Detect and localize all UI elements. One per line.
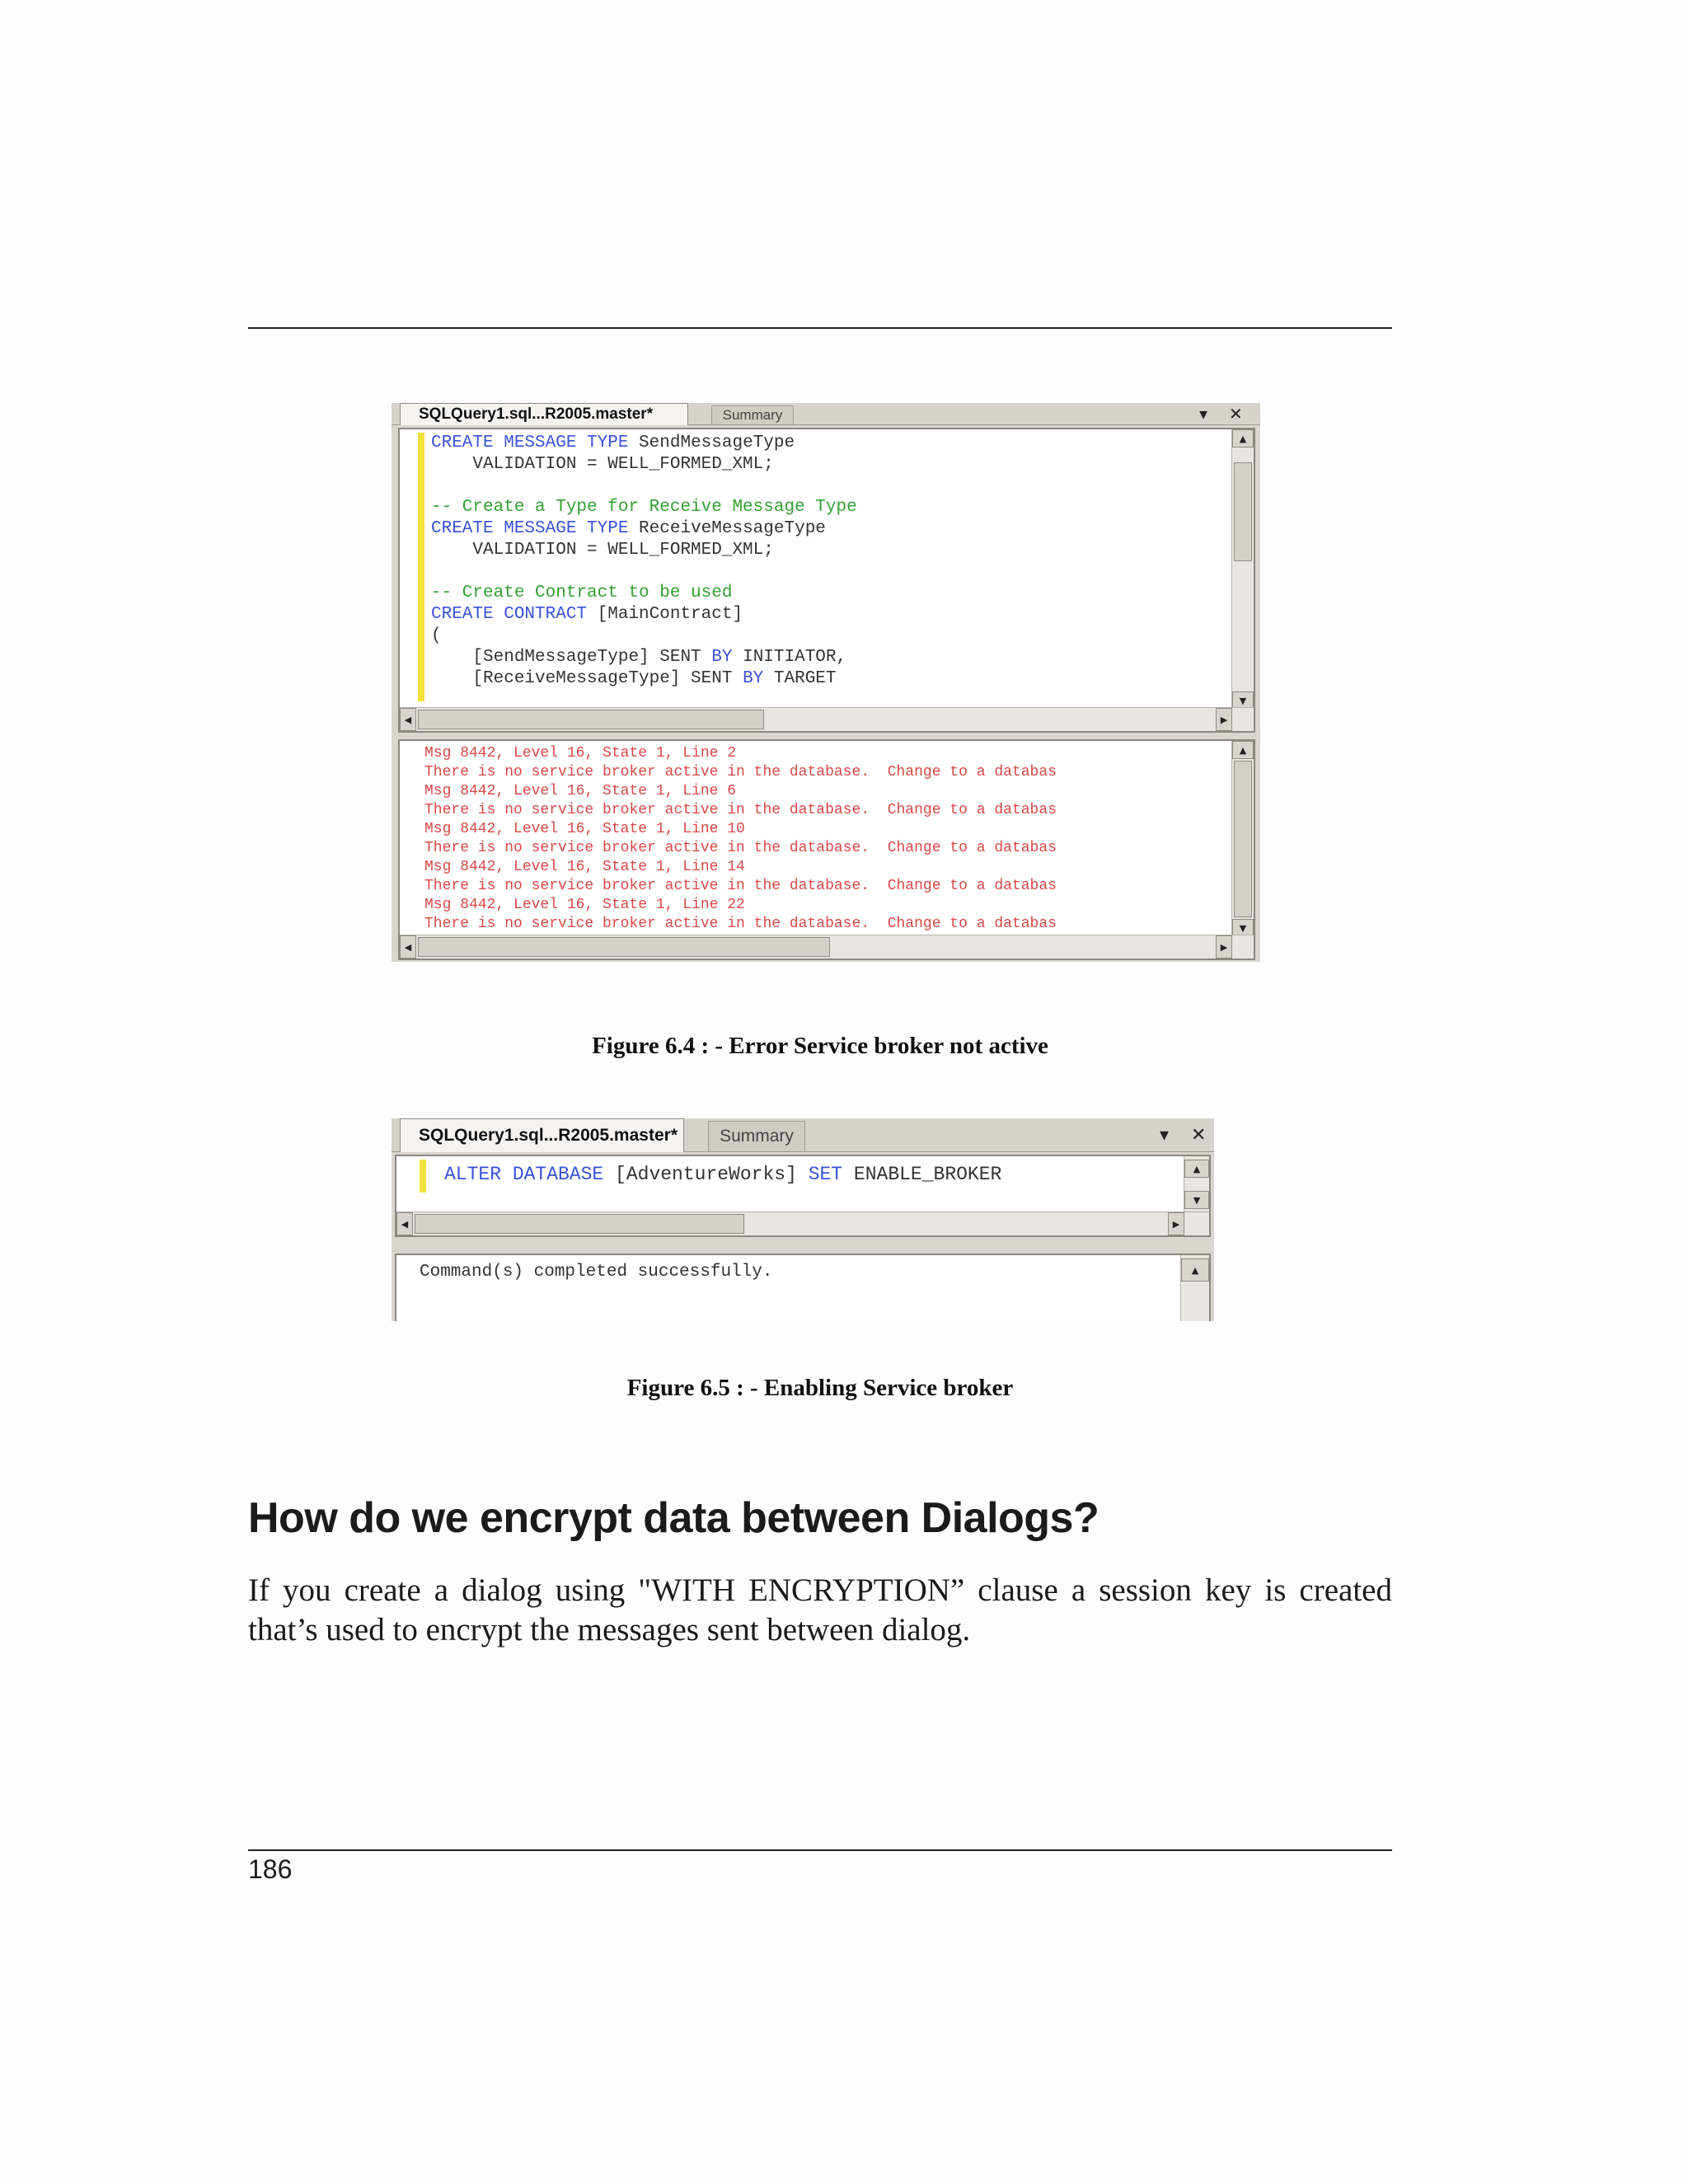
scroll-down-arrow-icon[interactable]: ▼ [1184, 1191, 1209, 1209]
scroll-up-arrow-icon[interactable]: ▲ [1232, 429, 1254, 448]
code-line [431, 583, 857, 604]
sql-text: [SendMessageType] SENT [431, 648, 712, 667]
code-line [431, 454, 857, 476]
figure-6-4-caption: Figure 6.4 : - Error Service broker not active [592, 1033, 1048, 1059]
sql-keyword: CREATE MESSAGE TYPE [431, 434, 629, 452]
error-message-line: Msg 8442, Level 16, State 1, Line 10 [424, 821, 745, 837]
sql-keyword: CREATE MESSAGE TYPE [431, 519, 629, 538]
sql-text: [MainContract] [587, 605, 743, 624]
scroll-down-arrow-icon[interactable]: ▼ [1232, 691, 1254, 710]
tab-summary[interactable]: Summary [708, 1121, 805, 1151]
close-icon[interactable]: ✕ [1229, 404, 1243, 424]
sql-keyword: BY [711, 648, 733, 667]
code-line [444, 1163, 1001, 1186]
scroll-up-arrow-icon[interactable]: ▲ [1184, 1160, 1209, 1178]
tab-summary[interactable]: Summary [711, 405, 794, 424]
sql-text: VALIDATION = WELL_FORMED_XML; [431, 541, 774, 560]
scroll-thumb[interactable] [415, 1214, 744, 1234]
sql-code[interactable] [444, 1163, 1001, 1186]
sql-keyword: ALTER DATABASE [444, 1164, 604, 1185]
close-icon[interactable]: ✕ [1191, 1124, 1207, 1146]
error-messages [424, 744, 1057, 934]
query-window-figure-6-4 [392, 403, 1260, 962]
scroll-thumb[interactable] [418, 937, 830, 957]
change-marker-bar [420, 1160, 426, 1193]
scroll-thumb[interactable] [1234, 462, 1252, 561]
pin-dropdown-icon[interactable]: ▾ [1199, 404, 1208, 424]
scroll-left-arrow-icon[interactable]: ◀ [400, 708, 416, 731]
error-message-line: Msg 8442, Level 16, State 1, Line 14 [424, 859, 745, 875]
body-paragraph: If you create a dialog using "WITH ENCRYPTION” clause a session key is created that’s used to encrypt the messages sent between dialog. [248, 1572, 1392, 1647]
error-message-line: There is no service broker active in the database. Change to a databas [424, 802, 1057, 818]
editor-horizontal-scrollbar[interactable] [400, 707, 1254, 731]
error-message-line: Msg 8442, Level 16, State 1, Line 22 [424, 897, 745, 913]
scroll-left-arrow-icon[interactable]: ◀ [400, 935, 416, 958]
sql-text: ENABLE_BROKER [842, 1164, 1002, 1185]
sql-keyword: SET [808, 1164, 843, 1185]
scroll-up-arrow-icon[interactable]: ▲ [1181, 1258, 1209, 1282]
error-message-line: There is no service broker active in the database. Change to a databas [424, 916, 1057, 932]
tab-sqlquery[interactable]: SQLQuery1.sql...R2005.master* [400, 1118, 684, 1152]
error-message-line: There is no service broker active in the database. Change to a databas [424, 764, 1057, 780]
scroll-right-arrow-icon[interactable]: ▶ [1216, 708, 1232, 731]
sql-comment: -- Create a Type for Receive Message Type [431, 498, 857, 517]
error-message-line: There is no service broker active in the database. Change to a databas [424, 840, 1057, 856]
tab-bar [392, 403, 1260, 425]
editor-vertical-scrollbar[interactable] [1231, 429, 1254, 710]
sql-text: [ReceiveMessageType] SENT [431, 669, 743, 688]
editor-horizontal-scrollbar[interactable] [396, 1212, 1209, 1235]
change-marker-bar [418, 433, 424, 701]
scroll-thumb[interactable] [1234, 761, 1252, 917]
footer-rule [248, 1849, 1392, 1851]
error-message-line: Msg 8442, Level 16, State 1, Line 6 [424, 783, 737, 799]
pin-dropdown-icon[interactable]: ▾ [1160, 1124, 1170, 1146]
sql-text: SendMessageType [628, 434, 795, 452]
scroll-thumb[interactable] [418, 710, 764, 729]
scroll-left-arrow-icon[interactable]: ◀ [396, 1212, 413, 1235]
query-editor[interactable] [398, 428, 1255, 733]
code-line [431, 433, 857, 454]
sql-text: ReceiveMessageType [628, 519, 826, 538]
error-message-line: There is no service broker active in the database. Change to a databas [424, 878, 1057, 894]
code-line [431, 647, 857, 668]
code-line [431, 540, 857, 561]
scroll-up-arrow-icon[interactable]: ▲ [1232, 741, 1254, 759]
code-line [431, 497, 857, 518]
sql-text: [AdventureWorks] [603, 1164, 809, 1185]
sql-keyword: BY [743, 669, 764, 688]
scroll-right-arrow-icon[interactable]: ▶ [1216, 935, 1232, 958]
messages-vertical-scrollbar[interactable] [1231, 741, 1254, 937]
code-line [431, 626, 857, 647]
section-heading: How do we encrypt data between Dialogs? [248, 1494, 1100, 1542]
tab-sqlquery[interactable]: SQLQuery1.sql...R2005.master* [400, 403, 688, 425]
page-number: 186 [248, 1854, 293, 1884]
success-message: Command(s) completed successfully. [420, 1263, 773, 1282]
sql-text: TARGET [763, 669, 837, 688]
error-message-line: Msg 8442, Level 16, State 1, Line 2 [424, 745, 737, 762]
figure-6-5-caption: Figure 6.5 : - Enabling Service broker [626, 1375, 1014, 1401]
sql-keyword: CREATE CONTRACT [431, 605, 588, 624]
sql-text: INITIATOR, [732, 648, 847, 667]
query-window-figure-6-5 [392, 1118, 1214, 1321]
sql-comment: -- Create Contract to be used [431, 583, 733, 602]
messages-horizontal-scrollbar[interactable] [400, 935, 1254, 958]
scroll-right-arrow-icon[interactable]: ▶ [1168, 1212, 1184, 1235]
sql-text: VALIDATION = WELL_FORMED_XML; [431, 455, 774, 474]
query-editor[interactable] [395, 1155, 1211, 1237]
code-line [431, 604, 857, 626]
messages-pane[interactable] [398, 739, 1255, 960]
messages-pane[interactable] [395, 1254, 1211, 1321]
header-rule [248, 327, 1392, 329]
sql-code[interactable] [431, 433, 857, 690]
code-line [431, 561, 857, 583]
messages-vertical-scrollbar[interactable] [1180, 1255, 1209, 1321]
code-line [431, 518, 857, 540]
code-line [431, 668, 857, 690]
tab-bar [392, 1118, 1214, 1152]
sql-text: ( [431, 626, 442, 645]
code-line [431, 476, 857, 497]
scroll-down-arrow-icon[interactable]: ▼ [1232, 919, 1254, 937]
editor-vertical-scrollbar[interactable] [1184, 1156, 1209, 1214]
